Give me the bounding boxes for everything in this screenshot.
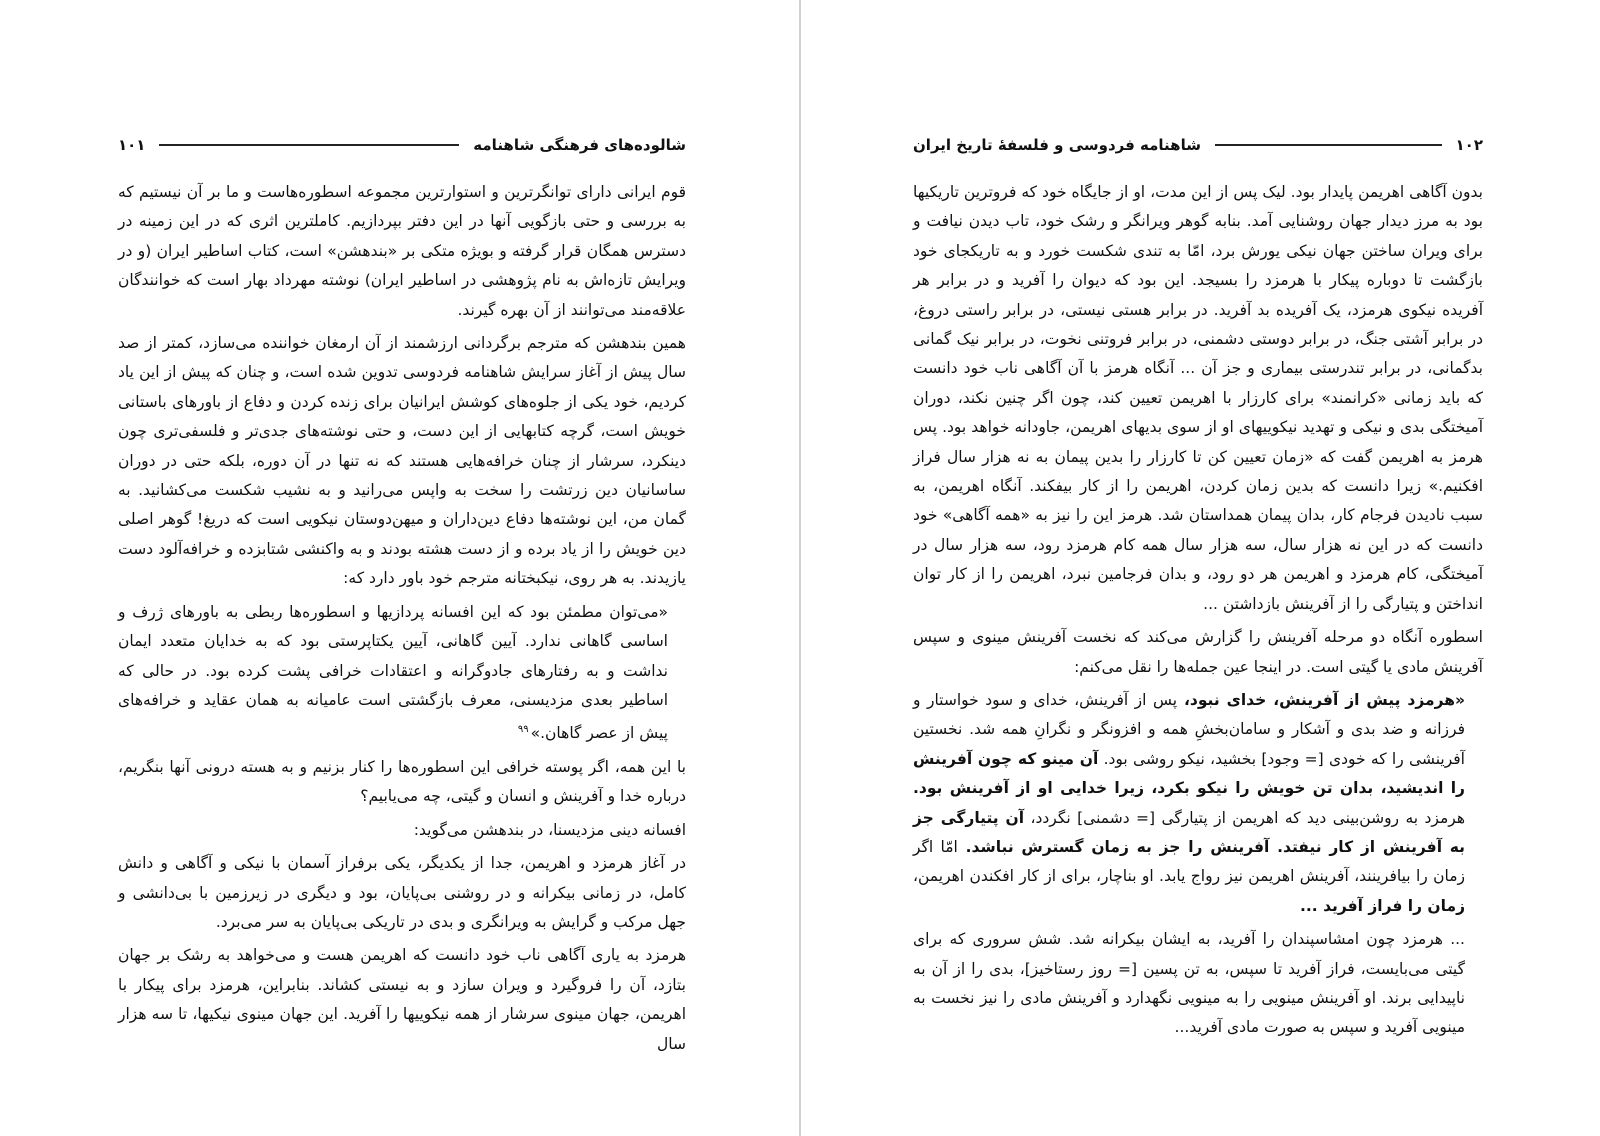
quote-run: امّا اگر زمان را بیافرینند، آفرینش اهریمن نیز رواج یابد. او بناچار، برای از کار افکندن اهریمن، (913, 837, 1465, 886)
left-header-title: شالوده‌های فرهنگی شاهنامه (473, 136, 686, 154)
right-running-header (913, 132, 1483, 158)
left-paragraph-4: با این همه، اگر پوسته خرافی این اسطوره‌ها را کنار بزنیم و به هسته درونی آنها بنگریم، درباره خدا و آفرینش و انسان و گیتی، چه می‌یابیم؟ (118, 757, 686, 806)
quote-run: پس از آفرینش، خدای و سود خواستار و فرزانه و ضد بدی و آشکار و سامان‌بخشِ همه و افزونگر و نگرانِ همه شد. نخستین آفرینشی را که خودی [= وجود] بخشید، نیکو روشی بود. (913, 690, 1465, 768)
right-page (801, 0, 1600, 1136)
quote-run: هرمزد به روشن‌بینی دید که اهریمن از پتیارگی [= دشمنی] نگردد، (1024, 808, 1465, 827)
left-paragraph-7: هرمزد به یاری آگاهی ناب خود دانست که اهریمن هست و می‌خواهد به رشک بر جهان بتازد، آن را فروگیرد و ویران سازد و به نیستی کشاند. بنابراین، هرمزد برای پیکار با اهریمن، جهان مینوی سرشار از همه نیکوییها را آفرید. این جهان مینوی نیکیها، تا سه هزار سال (118, 946, 686, 1053)
left-quote-text: «می‌توان مطمئن بود که این افسانه پردازیها و اسطوره‌ها ربطی به باورهای ژرف و اساسی گاهانی ندارد. آیین گاهانی، آیین یکتاپرستی بود که به خدایان متعدد ایمان نداشت و به رفتارهای جادوگرانه و اعتقادات خرافی پشت کرده بود. در حالی که اساطیر بعدی مزدیسنی، معرف بازگشتی است عامیانه به همان عقاید و خرافه‌های پیش از عصر گاهان.» (118, 602, 668, 743)
quote-run: «هرمزد پیش از آفرینش، خدای نبود، (1177, 690, 1466, 709)
right-header-rule (1215, 144, 1442, 146)
right-page-number: ۱۰۲ (1455, 136, 1483, 154)
quote-run: آن مینو که چون آفرینش را اندیشید، بدان تن خویش را نیکو بکرد، زیرا خدایی او از آفرینش بود. (913, 749, 1465, 798)
left-header-rule (159, 144, 459, 146)
quote-run: آن پتیارگی جز به آفرینش از کار نیفتد. آفرینش را جز به زمان گسترش نباشد. (913, 808, 1465, 856)
left-page-number: ۱۰۱ (118, 136, 146, 154)
footnote-marker[interactable]: ۹۹ (517, 724, 529, 736)
quote-run: زمان را فراز آفرید ... (1300, 896, 1465, 915)
right-quote (913, 686, 1483, 921)
right-paragraph-2: اسطوره آنگاه دو مرحله آفرینش را گزارش می‌کند که نخست آفرینش مینوی و سپس آفرینش مادی یا گیتی است. در اینجا عین جمله‌ها را نقل می‌کنم: (913, 628, 1483, 676)
left-page (0, 0, 799, 1136)
left-paragraph-1: قوم ایرانی دارای توانگرترین و استوارترین مجموعه اسطوره‌هاست و ما بر آن نیستیم که به بررسی و حتی بازگویی آنها در این دفتر بپردازیم. کاملترین اثری که در این زمینه در دسترس همگان قرار گرفته و بویژه متکی بر «بندهشن» است، کتاب اساطیر ایران (و در ویرایش تازه‌اش به نام پژوهشی در اساطیر ایران) نوشته مهرداد بهار است که خوانندگان علاقه‌مند می‌توانند از آن بهره گیرند. (118, 183, 686, 319)
right-header-title: شاهنامه فردوسی و فلسفهٔ تاریخ ایران (913, 136, 1201, 154)
left-paragraph-6: در آغاز هرمزد و اهریمن، جدا از یکدیگر، یکی برفراز آسمان با نیکی و آگاهی و دانش کامل، در زمانی بیکرانه و در روشنی بی‌پایان، بود و دیگری در زیرزمین با بی‌دانشی و جهل مرکب و گرایش به ویرانگری و بدی در تاریکی بی‌پایان به سر می‌برد. (118, 854, 686, 931)
left-running-header (118, 132, 686, 158)
right-paragraph-1: بدون آگاهی اهریمن پایدار بود. لیک پس از این مدت، او از جایگاه خود که فروترین تاریکیها بود به مرز دیدار جهان روشنایی آمد. بنابه گوهر ویرانگر و رشک خود، تاب دیدن نیافت و برای ویران ساختن جهان نیکی یورش برد، امّا به تندی شکست خورد و به تاریکجای خود بازگشت تا دوباره پیکار با هرمزد را بسیجد. این بود که دیوان را آفرید و در برابر هر آفریده نیکوی هرمزد، یک آفریده بد آفرید. در برابر هستی نیستی، در برابر راستی دروغ، در برابر آشتی جنگ، در برابر دوستی دشمنی، در برابر فروتنی نخوت، در برابر نیک گمانی بدگمانی، در برابر تندرستی بیماری و جز آن ... آنگاه هرمز با آن آگاهی ناب خود دانست که باید زمانی «کرانمند» برای کارزار با اهریمن تعیین کند، چون اگر چنین نکند، دوران آمیختگی بدی و نیکی و تهدید نیکوییهای او از سوی بدیهای اهریمن، جاودانه خواهد بود. پس هرمز به اهریمن گفت که «زمان تعیین کن تا کارزار را بدین پیمان به نه هزار سال فراز افکنیم.» زیرا دانست که بدین زمان کردن، اهریمن را از کار بیفکند. آنگاه اهریمن، به سبب نادیدن فرجام کار، بدان پیمان همداستان شد. هرمز این را نیز به «همه آگاهی» خود دانست که در این نه هزار سال، سه هزار سال همه کام هرمزد رود، سه هزار سال در آمیختگی، کام هرمزد و اهریمن هر دو رود، و بدان فرجامین نبرد، اهریمن را از کار توان انداختن و پتیارگی را از آفرینش بازداشتن ... (913, 183, 1483, 613)
left-paragraph-2: همین بندهشن که مترجم برگردانی ارزشمند از آن ارمغان خواننده می‌سازد، کمتر از صد سال پیش از آغاز سرایش شاهنامه فردوسی تدوین شده است، و چنان که پیش از این یاد کردیم، خود یکی از جلوه‌های کوشش ایرانیان برای زنده کردن و دفاع از باورهای باستانی خویش است، گرچه کتابهایی از این دست، و حتی نوشته‌های جدی‌تر و فلسفی‌تری چون دینکرد، سرشار از چنان خرافه‌هایی هستند که نه تنها در آن دوره، بلکه حتی در دوران ساسانیان دین زرتشت را سخت به واپس می‌رانید و به نشیب شکست می‌کشانید. به گمان من، این نوشته‌ها دفاع دین‌داران و میهن‌دوستان نیکویی است که دریغ! گوهر اصلی دین خویش را از یاد برده و از دست هشته بودند و به واکنشی شتابزده و خرافه‌آلود دست یازیدند. به هر روی، نیکبختانه مترجم خود باور دارد که: (118, 334, 686, 588)
right-closing-paragraph: ... هرمزد چون امشاسپندان را آفرید، به ایشان بیکرانه شد. شش سروری که برای گیتی می‌بایست، فراز آفرید تا سپس، به تن پسین [= روز رستاخیز]، بدی را از آن به ناپیدایی برند. او آفرینش مینویی را به مینویی نگهدارد و آفرینش مادی را نیز نخست به مینویی آفرید و سپس به صورت مادی آفرید... (913, 930, 1465, 1037)
left-body-text (118, 178, 686, 1063)
left-paragraph-5: افسانه دینی مزدیسنا، در بندهشن می‌گوید: (413, 820, 686, 839)
left-quote (118, 598, 686, 749)
right-body-text (913, 178, 1483, 1047)
